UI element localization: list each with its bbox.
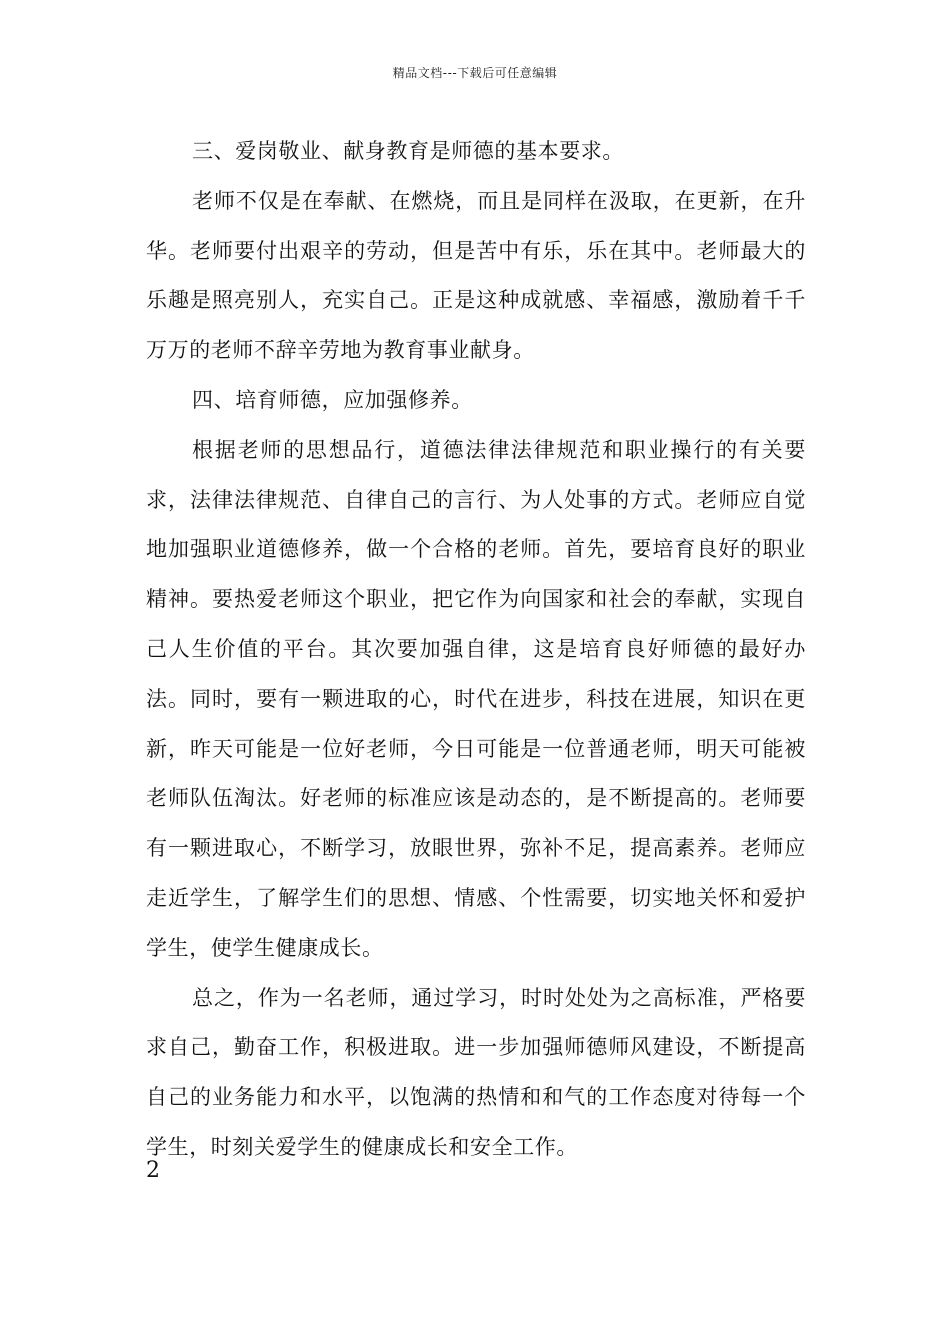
body-paragraph: 根据老师的思想品行，道德法律法律规范和职业操行的有关要求，法律法律规范、自律自己的言行、为人处事的方式。老师应自觉地加强职业道德修养，做一个合格的老师。首先，要培育良好的职业精神。要热爱老师这个职业，把它作为向国家和社会的奉献，实现自己人生价值的平台。其次要加强自律，这是培育良好师德的最好办法。同时，要有一颗进取的心，时代在进步，科技在进展，知识在更新，昨天可能是一位好老师，今日可能是一位普通老师，明天可能被老师队伍淘汰。好老师的标准应该是动态的，是不断提高的。老师要有一颗进取心，不断学习，放眼世界，弥补不足，提高素养。老师应走近学生，了解学生们的思想、情感、个性需要，切实地关怀和爱护学生，使学生健康成长。: [146, 437, 806, 960]
body-paragraph: 老师不仅是在奉献、在燃烧，而且是同样在汲取，在更新，在升华。老师要付出艰辛的劳动，但是苦中有乐，乐在其中。老师最大的乐趣是照亮别人，充实自己。正是这种成就感、幸福感，激励着千千万万的老师不辞辛劳地为教育事业献身。: [146, 188, 806, 363]
page-number: 2: [146, 1158, 160, 1183]
section-heading-4: 四、培育师德，应加强修养。: [192, 387, 473, 412]
page-header: 精品文档---下载后可任意编辑: [392, 66, 558, 80]
conclusion-paragraph: 总之，作为一名老师，通过学习，时时处处为之高标准，严格要求自己，勤奋工作，积极进取。进一步加强师德师风建设，不断提高自己的业务能力和水平，以饱满的热情和和气的工作态度对待每一个学生，时刻关爱学生的健康成长和安全工作。: [146, 985, 806, 1159]
document-body: [146, 127, 806, 1173]
section-heading-3: 三、爱岗敬业、献身教育是师德的基本要求。: [192, 139, 624, 163]
